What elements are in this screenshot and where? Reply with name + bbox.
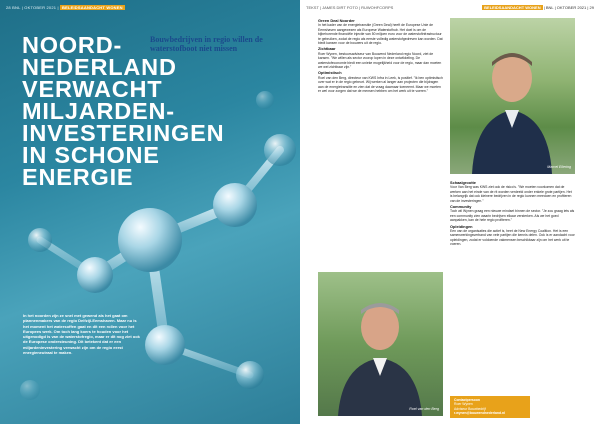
section-heading: Community	[450, 204, 472, 210]
body-paragraph: In het kader van de energietransitie (Green Deal) heeft de Europese Unie de Eemshaven aangewezen als Europese Waterstofhub. Het doel is om de bijbehorende financiële injectie van 50 miljoen euro voor de waterstofinfrastructuur te gebruiken, zodat de regio als eerste volledig waterstofgedreven kan worden. Dat biedt kansen voor de bouwers uit de regio.	[318, 23, 443, 46]
page-number: 29	[589, 5, 594, 10]
issue-label: BNL | OKTOBER 2021 |	[12, 5, 59, 10]
right-page	[300, 0, 600, 424]
article-subhead: Bouwbedrijven in regio willen de waterstofboot niet missen	[150, 35, 263, 53]
contact-title: Contactpersoon	[454, 398, 480, 402]
section-heading: Zichtbaar	[318, 46, 336, 52]
title-line: NOORD-	[22, 32, 123, 58]
title-line: MILJARDEN-	[22, 98, 175, 124]
page-number: 28	[6, 5, 11, 10]
contact-name: Roer Wynen	[454, 402, 473, 407]
right-header	[482, 5, 594, 10]
text-column-2	[450, 180, 575, 249]
contact-email[interactable]: r.wynen@bouwendnederland.nl	[454, 410, 505, 415]
body-paragraph: Roer Wynen, bestuursadviseur van Bouwend Nederland regio Noord, ziet de kansen. "We willen als sector voorop lopen in deze ontwikkeling. De waterstofeconomie biedt een unieke mogelijkheid voor de regio, maar dan moeten we wel zichtbaar zijn."	[318, 51, 442, 70]
portrait-photo-eilering	[450, 18, 575, 174]
body-paragraph: Roel van den Berg, directeur van KWS Infra in Leek, is positief. "Ik ben optimistisch over wat er in de regio gebeurt. Wij werken al langer aan projecten die bijdragen aan de energietransitie en zien dat de vraag daarnaar toeneemt. Maar we moeten er wel voor zorgen dat we de mensen hebben om het werk uit te voeren."	[318, 75, 443, 94]
section-heading: Optimistisch	[318, 70, 342, 76]
title-line: VERWACHT	[22, 76, 163, 102]
photo-caption: Marcel Eilering	[547, 165, 571, 169]
title-line: INVESTERINGEN	[22, 120, 225, 146]
contact-box	[450, 396, 530, 418]
title-line: IN SCHONE	[22, 142, 160, 168]
section-heading: Schaalgrootte	[450, 180, 476, 185]
section-tag: BELEIDSAANDACHT WONEN	[484, 5, 541, 10]
credits-header: TEKST | JAMES DIRT FOTO | RUWOHFCORPS	[306, 5, 394, 10]
contact-role: Adviseur Bouwbedrijf	[454, 406, 486, 411]
intro-paragraph: In het noorden zijn ze snel met gewend als het gaat om plannenmakers van de regio Delfzijl-Eemshaven. Maar nu is het moment het watersoffen gaat en dit een rollen voor het Europees werk. Om toch lang koers te houden voor het uitgenodigd is van de waterstofregio, maar er dit nog ziet ook de Europese ondersteuning. Dit betekent dat er een miljardeninvestering verwacht zijn om de regio eerst energieneutraal te maken.	[23, 313, 140, 356]
text-column-1	[318, 18, 443, 96]
portrait-illustration	[450, 18, 575, 174]
section-heading: Opleidingen	[450, 223, 473, 229]
section-tag: BELEIDSAANDACHT WONEN	[62, 5, 123, 10]
body-paragraph: Toch wil Wynen graag een nieuwe mindset binnen de sector. "Je zou graag iets als een community zien waarin bedrijven elkaar versterken. Als we het goed aanpakken, kan de hele regio profiteren."	[450, 209, 575, 223]
body-paragraph: Een van de organisaties die actief is, heet de New Energy Coalition. Het is een samenwerkingsverband van vele partijen die kennis delen. Ook is er aandacht voor opleidingen, zodat er voldoende vakmensen beschikbaar zijn om het werk uit te voeren.	[450, 229, 575, 247]
portrait-illustration	[318, 272, 443, 416]
portrait-photo-van-den-berg	[318, 272, 443, 416]
title-line: NEDERLAND	[22, 54, 177, 80]
issue-label: | BNL | OKTOBER 2021 |	[543, 5, 589, 10]
body-paragraph: Voor Van Berg was KWS ziet ook de risico's. "We moeten voorkomen dat de werken aan het einde van de rit worden verdeeld onder enkele grote partijen. Het is belangrijk dat ook kleinere bedrijven in de regio kunnen meedoen en profiteren van de investeringen."	[450, 185, 572, 203]
title-line: ENERGIE	[22, 164, 134, 190]
section-heading: Green Deal Noorder	[318, 18, 355, 23]
photo-caption: Roel van den Berg	[409, 407, 439, 411]
left-header	[6, 5, 125, 10]
